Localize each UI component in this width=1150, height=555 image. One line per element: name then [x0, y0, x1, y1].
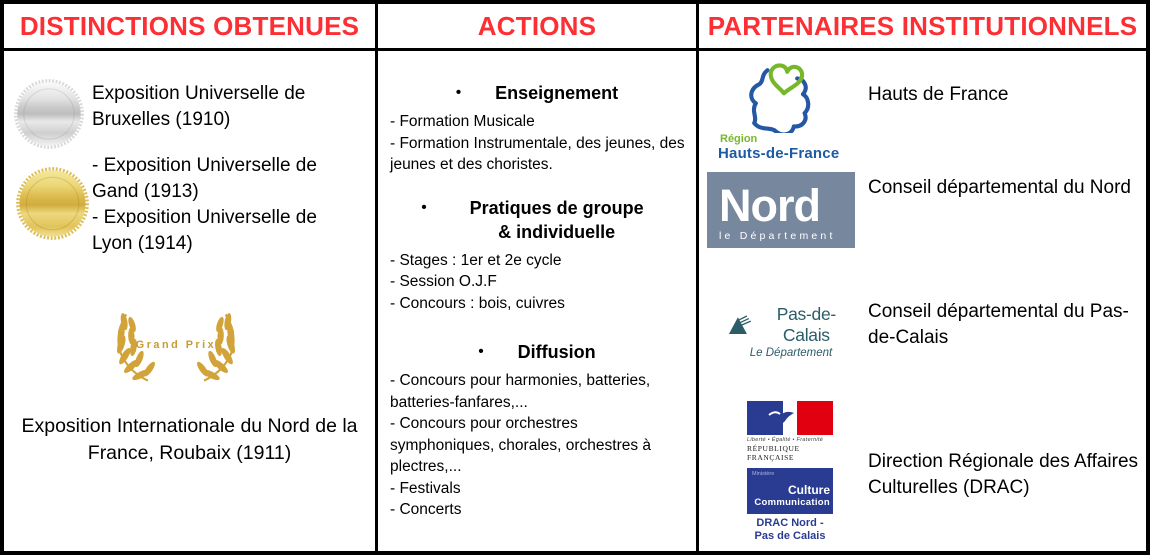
- bullet-icon: •: [455, 84, 462, 101]
- action-section-title: Enseignement: [495, 83, 619, 103]
- action-item: - Stages : 1er et 2e cycle: [390, 251, 562, 269]
- column-header-actions: ACTIONS: [378, 4, 699, 51]
- grand-prix-laurel-wreath-icon: [86, 299, 266, 391]
- nord-departement-logo: [707, 172, 855, 248]
- hdf-logo-name-text: Hauts-de-France: [718, 145, 840, 162]
- distinction-gand-lyon: [92, 153, 350, 257]
- france-map-heart-icon: [732, 57, 826, 133]
- pas-de-calais-triangle-icon: [727, 312, 753, 338]
- republique-francaise-flag-icon: [747, 401, 835, 435]
- action-section-title: Diffusion: [517, 342, 596, 362]
- pdc-logo-sub-text: Le Département: [749, 347, 833, 359]
- action-section-enseignement: [388, 81, 686, 105]
- action-section-pratiques: [388, 196, 686, 244]
- action-item: - Formation Instrumentale, des jeunes, des jeunes et des choristes.: [390, 134, 685, 173]
- nord-logo-sub-text: le Département: [719, 230, 836, 242]
- hdf-logo-region-text: Région: [720, 133, 758, 145]
- bullet-icon: •: [478, 343, 484, 360]
- gold-seal-medal-icon: [15, 166, 90, 241]
- action-section-diffusion: [388, 340, 686, 364]
- action-item: - Concours pour orchestres symphoniques, chorales, orchestres à plectres,...: [390, 415, 652, 475]
- silver-seal-medal-icon: [13, 78, 85, 150]
- hauts-de-france-region-logo: [718, 57, 846, 162]
- action-item: - Concours : bois, cuivres: [390, 294, 565, 312]
- partner-label-nord: Conseil départemental du Nord: [868, 177, 1131, 198]
- ministry-communication-text: Communication: [754, 497, 830, 508]
- action-item: - Concours pour harmonies, batteries, batteries-fanfares,...: [390, 372, 651, 411]
- partner-label-drac: Direction Régionale des Affaires Culturelles (DRAC): [868, 451, 1139, 498]
- action-items-enseignement: [388, 111, 686, 176]
- drac-caption-text: DRAC Nord - Pas de Calais: [754, 517, 826, 542]
- ministry-word-text: Ministère: [752, 471, 775, 477]
- action-section-title: Pratiques de groupe & individuelle: [469, 197, 644, 242]
- action-items-pratiques: [388, 250, 686, 315]
- ministry-culture-text: Culture: [788, 483, 830, 497]
- column-header-distinctions: DISTINCTIONS OBTENUES: [4, 4, 378, 51]
- partner-label-hauts-de-france: Hauts de France: [868, 84, 1009, 105]
- partners-column: [699, 51, 1146, 551]
- actions-column: [378, 51, 699, 551]
- pas-de-calais-departement-logo: [727, 304, 855, 359]
- pdc-logo-name-text: Pas-de-Calais: [776, 304, 836, 345]
- action-item: - Session O.J.F: [390, 273, 497, 290]
- drac-logo-block: [747, 401, 835, 543]
- bullet-icon: •: [421, 198, 427, 216]
- action-item: - Festivals: [390, 479, 461, 497]
- grand-prix-label: Grand Prix: [135, 339, 217, 352]
- distinction-bruxelles: Exposition Universelle de Bruxelles (1910): [92, 83, 306, 130]
- action-item: - Formation Musicale: [390, 113, 535, 130]
- nord-logo-name-text: Nord: [719, 180, 820, 231]
- distinction-gand: - Exposition Universelle de Gand (1913): [92, 155, 317, 202]
- distinction-lyon: - Exposition Universelle de Lyon (1914): [92, 207, 317, 254]
- rf-motto-text: Liberté • Égalité • Fraternité: [747, 437, 824, 443]
- culture-communication-logo: [747, 468, 833, 514]
- rf-republic-text: RÉPUBLIQUE FRANÇAISE: [747, 444, 800, 462]
- distinction-roubaix: Exposition Internationale du Nord de la France, Roubaix (1911): [21, 415, 358, 464]
- distinctions-column: [4, 51, 378, 551]
- action-items-diffusion: [388, 370, 686, 521]
- column-header-partenaires: PARTENAIRES INSTITUTIONNELS: [699, 4, 1146, 51]
- action-item: - Concerts: [390, 501, 462, 518]
- partner-label-pas-de-calais: Conseil départemental du Pas-de-Calais: [868, 301, 1129, 348]
